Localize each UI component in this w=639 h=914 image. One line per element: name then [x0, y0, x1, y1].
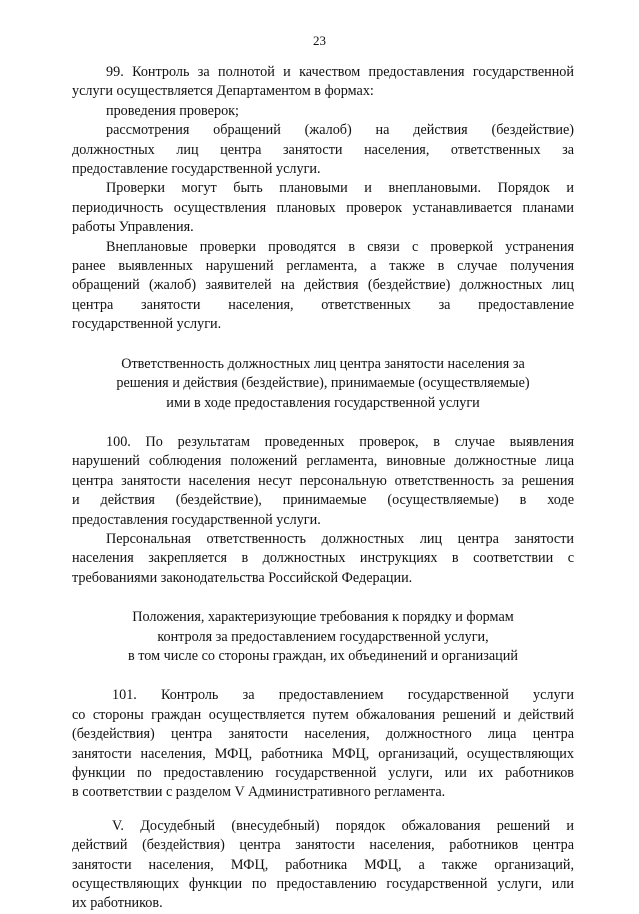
text-line: проведения проверок; [106, 102, 239, 119]
text-line: услуги осуществляется Департаментом в формах: [72, 83, 374, 100]
section-5-heading [72, 817, 574, 914]
text-line: требованиями законодательства Российской Федерации. [72, 569, 413, 586]
section-heading-control [72, 608, 574, 666]
text-line: занятости населения, МФЦ, работника МФЦ, организаций, осуществляющих [72, 745, 574, 762]
document-body [72, 63, 574, 914]
text-line: функции по предоставлению государственной услуги, или их работников [72, 765, 574, 781]
text-line: ранее выявленных нарушений регламента, а также в случае получения [72, 258, 574, 275]
text-line: V. Досудебный (внесудебный) порядок обжалования решений и [112, 817, 574, 834]
heading-line: Ответственность должностных лиц центра занятости населения за [121, 355, 525, 372]
text-line: 99. Контроль за полнотой и качеством предоставления государственной [106, 64, 574, 80]
text-line: занятости населения, МФЦ, работника МФЦ, а также организаций, [72, 856, 574, 873]
text-line: (бездействия) центра занятости населения, должностного лица центра [72, 726, 574, 743]
text-line: периодичность осуществления плановых проверок устанавливается планами [72, 199, 574, 216]
text-line: центра занятости населения, ответственных за предоставление [72, 296, 574, 313]
text-line: и действия (бездействие), принимаемые (осуществляемые) в ходе [72, 492, 574, 509]
heading-line: решения и действия (бездействие), принимаемые (осуществляемые) [116, 375, 530, 392]
text-line: Проверки могут быть плановыми и внеплановыми. Порядок и [106, 180, 574, 197]
text-line: со стороны граждан осуществляется путем обжалования решений и действий [72, 706, 574, 723]
text-line: предоставление государственной услуги. [72, 161, 321, 178]
text-line: должностных лиц центра занятости населения, ответственных за [72, 141, 574, 158]
text-line: обращений (жалоб) заявителей на действия (бездействие) должностных лиц [72, 277, 574, 294]
text-line: населения закрепляется в должностных инструкциях в соответствии с [72, 550, 574, 567]
text-line: действий (бездействия) центра занятости населения, работников центра [72, 837, 574, 854]
text-line: центра занятости населения несут персональную ответственность за решения [72, 472, 574, 489]
paragraph-100 [72, 433, 574, 530]
section-heading-responsibility [72, 355, 574, 413]
heading-line: контроля за предоставлением государственной услуги, [157, 628, 489, 645]
page-number: 23 [313, 33, 326, 48]
paragraph-unplanned [72, 238, 574, 335]
text-line: государственной услуги. [72, 316, 222, 333]
paragraph-personal-responsibility [72, 530, 574, 588]
paragraph-99 [72, 63, 574, 179]
heading-line: в том числе со стороны граждан, их объединений и организаций [128, 647, 518, 664]
text-line: осуществляющих функции по предоставлению государственной услуги, или [72, 876, 574, 893]
paragraph-checks [72, 179, 574, 237]
heading-line: ими в ходе предоставления государственной услуги [166, 394, 480, 411]
heading-line: Положения, характеризующие требования к порядку и формам [132, 609, 514, 626]
paragraph-101 [72, 686, 574, 802]
text-line: 101. Контроль за предоставлением государственной услуги [112, 687, 574, 704]
text-line: рассмотрения обращений (жалоб) на действия (бездействие) [106, 122, 574, 139]
text-line: их работников. [72, 895, 163, 912]
text-line: 100. По результатам проведенных проверок, в случае выявления [106, 433, 574, 450]
text-line: работы Управления. [72, 219, 194, 236]
text-line: Персональная ответственность должностных лиц центра занятости [106, 530, 574, 547]
text-line: Внеплановые проверки проводятся в связи с проверкой устранения [106, 238, 574, 255]
text-line: нарушений соблюдения положений регламента, виновные должностные лица [72, 453, 574, 470]
text-line: в соответствии с разделом V Административного регламента. [72, 784, 446, 801]
text-line: предоставления государственной услуги. [72, 511, 321, 528]
